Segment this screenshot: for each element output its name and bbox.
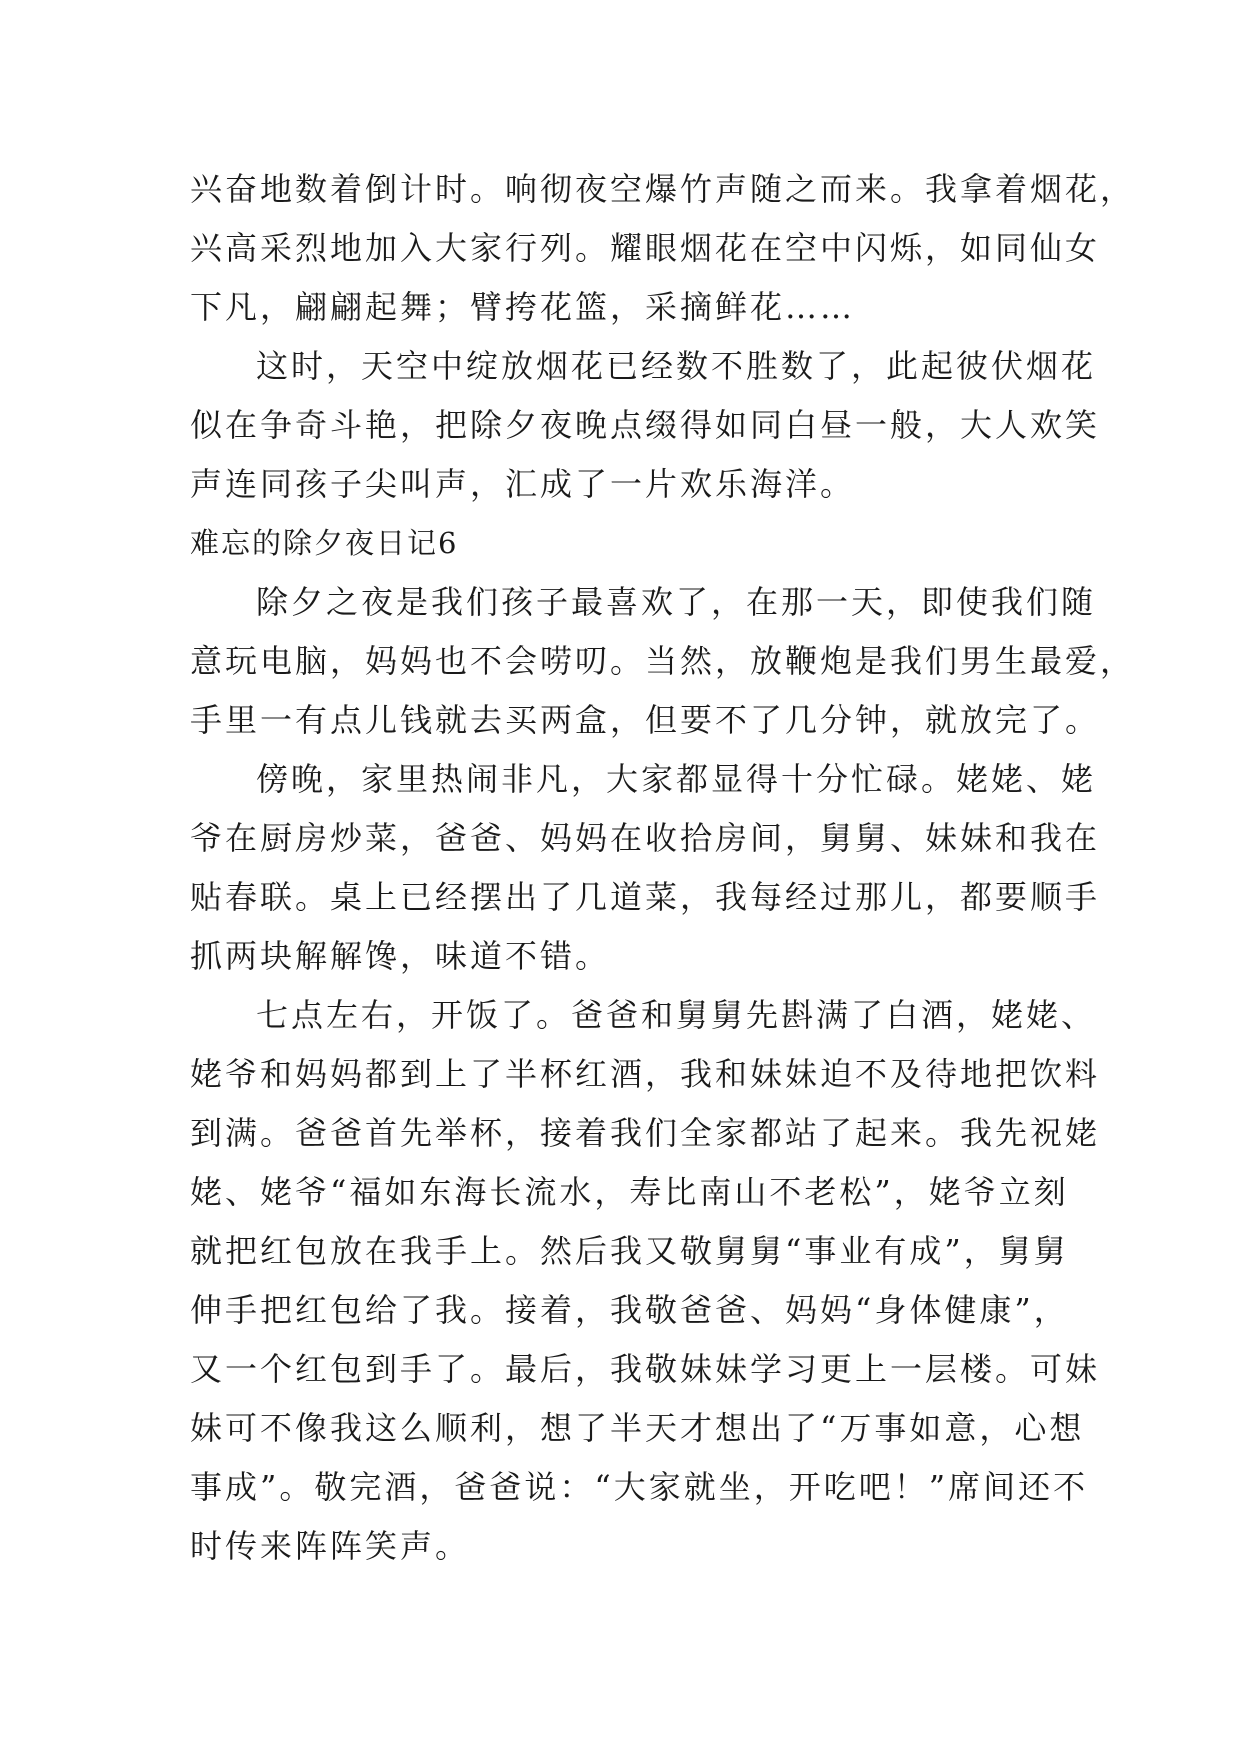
text-line: 七点左右，开饭了。爸爸和舅舅先斟满了白酒，姥姥、 bbox=[256, 996, 1097, 1034]
text-line: 伸手把红包给了我。接着，我敬爸爸、妈妈“身体健康”， bbox=[190, 1291, 1069, 1329]
text-line: 又一个红包到手了。最后，我敬妹妹学习更上一层楼。可妹 bbox=[190, 1350, 1101, 1388]
text-line: 下凡，翩翩起舞；臂挎花篮，采摘鲜花…… bbox=[190, 288, 856, 326]
text-line: 兴奋地数着倒计时。响彻夜空爆竹声随之而来。我拿着烟花， bbox=[190, 170, 1136, 208]
text-line: 声连同孩子尖叫声，汇成了一片欢乐海洋。 bbox=[190, 465, 856, 503]
text-line: 手里一有点儿钱就去买两盒，但要不了几分钟，就放完了。 bbox=[190, 701, 1101, 739]
text-line: 姥、姥爷“福如东海长流水，寿比南山不老松”，姥爷立刻 bbox=[190, 1173, 1069, 1211]
text-line: 妹可不像我这么顺利，想了半天才想出了“万事如意，心想 bbox=[190, 1409, 1085, 1447]
article-body bbox=[190, 160, 1136, 1576]
section-heading: 难忘的除夕夜日记6 bbox=[190, 526, 459, 560]
text-line: 似在争奇斗艳，把除夕夜晚点缀得如同白昼一般，大人欢笑 bbox=[190, 406, 1101, 444]
text-line: 除夕之夜是我们孩子最喜欢了，在那一天，即使我们随 bbox=[256, 583, 1097, 621]
text-line: 就把红包放在我手上。然后我又敬舅舅“事业有成”，舅舅 bbox=[190, 1232, 1069, 1270]
text-line: 事成”。敬完酒，爸爸说：“大家就坐，开吃吧！”席间还不 bbox=[190, 1468, 1089, 1506]
text-line: 意玩电脑，妈妈也不会唠叨。当然，放鞭炮是我们男生最爱， bbox=[190, 642, 1136, 680]
text-line: 这时，天空中绽放烟花已经数不胜数了，此起彼伏烟花 bbox=[256, 347, 1097, 385]
paragraph bbox=[190, 337, 1101, 514]
text-line: 贴春联。桌上已经摆出了几道菜，我每经过那儿，都要顺手 bbox=[190, 878, 1101, 916]
text-line: 姥爷和妈妈都到上了半杯红酒，我和妹妹迫不及待地把饮料 bbox=[190, 1055, 1101, 1093]
text-line: 爷在厨房炒菜，爸爸、妈妈在收拾房间，舅舅、妹妹和我在 bbox=[190, 819, 1101, 857]
text-line: 傍晚，家里热闹非凡，大家都显得十分忙碌。姥姥、姥 bbox=[256, 760, 1097, 798]
paragraph bbox=[190, 573, 1136, 750]
paragraph bbox=[190, 750, 1101, 986]
text-line: 兴高采烈地加入大家行列。耀眼烟花在空中闪烁，如同仙女 bbox=[190, 229, 1101, 267]
paragraph bbox=[190, 986, 1101, 1576]
paragraph bbox=[190, 160, 1136, 337]
text-line: 抓两块解解馋，味道不错。 bbox=[190, 937, 611, 975]
text-line: 时传来阵阵笑声。 bbox=[190, 1527, 471, 1565]
text-line: 到满。爸爸首先举杯，接着我们全家都站了起来。我先祝姥 bbox=[190, 1114, 1101, 1152]
